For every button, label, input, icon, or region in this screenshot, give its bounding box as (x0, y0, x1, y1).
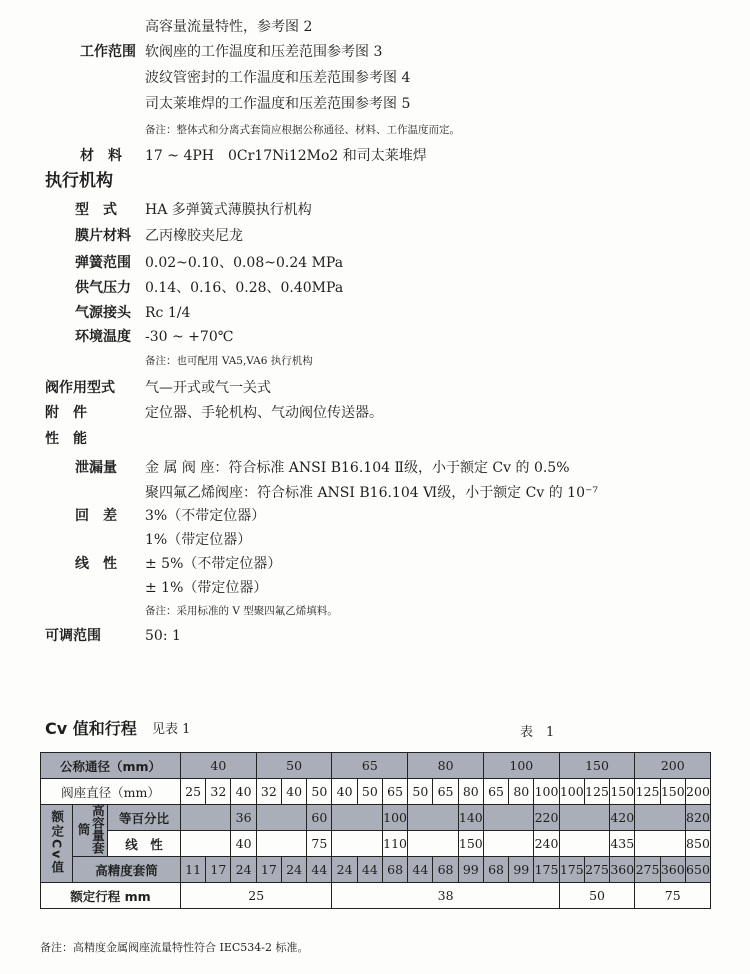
pct-value-cell: 220 (534, 805, 559, 831)
high-precision-cell: 17 (206, 857, 231, 883)
linear-empty-cell (408, 831, 458, 857)
pct-empty-cell (256, 805, 306, 831)
linear-empty-cell (332, 831, 382, 857)
seat-diameter-cell: 150 (660, 779, 685, 805)
linearity-label: 线 性 (75, 556, 117, 572)
linear-value-cell: 75 (307, 831, 332, 857)
linear-value-cell: 240 (534, 831, 559, 857)
high-precision-cell: 360 (610, 857, 635, 883)
linear-empty-cell (559, 831, 609, 857)
stroke-value-cell: 75 (635, 883, 711, 909)
high-precision-cell: 24 (231, 857, 256, 883)
pct-empty-cell (408, 805, 458, 831)
supply-pressure-label: 供气压力 (75, 280, 131, 296)
work-range-line-1: 软阀座的工作温度和压差范围参考图 3 (145, 44, 383, 60)
seat-diameter-row (41, 779, 711, 805)
nominal-diameter-label: 公称通径（mm） (41, 753, 181, 779)
seat-diameter-cell: 65 (433, 779, 458, 805)
high-capacity-label-text: 高容量套筒 (76, 804, 106, 854)
high-precision-cell: 99 (509, 857, 534, 883)
linear-value-cell: 40 (231, 831, 256, 857)
linearity-no-positioner: ± 5%（不带定位器） (145, 556, 282, 572)
table-caption: 表 1 (520, 725, 555, 740)
cv-stroke-table (40, 752, 711, 909)
see-table-ref: 见表 1 (152, 722, 191, 737)
high-precision-cell: 44 (307, 857, 332, 883)
high-precision-cell: 68 (433, 857, 458, 883)
ambient-temp-value: -30 ~ +70℃ (145, 329, 234, 345)
actuator-heading: 执行机构 (45, 171, 113, 191)
seat-diameter-cell: 100 (534, 779, 559, 805)
high-precision-cell: 44 (408, 857, 433, 883)
spring-range-value: 0.02~0.10、0.08~0.24 MPa (145, 255, 344, 271)
equal-percentage-row (41, 805, 711, 831)
seat-diameter-cell: 50 (408, 779, 433, 805)
actuator-note: 备注：也可配用 VA5,VA6 执行机构 (145, 355, 313, 367)
pct-empty-cell (483, 805, 533, 831)
rangeability-label: 可调范围 (45, 628, 101, 644)
high-precision-label: 高精度套筒 (73, 857, 181, 883)
leakage-ptfe-seat: 聚四氟乙烯阀座：符合标准 ANSI B16.104 Ⅵ级，小于额定 Cv 的 10⁻⁷ (145, 485, 598, 501)
work-range-line-2: 波纹管密封的工作温度和压差范围参考图 4 (145, 70, 411, 86)
rated-stroke-row (41, 883, 711, 909)
high-precision-cell: 99 (458, 857, 483, 883)
linear-value-cell: 850 (685, 831, 710, 857)
actuator-type-label: 型 式 (75, 202, 117, 218)
high-precision-cell: 44 (357, 857, 382, 883)
high-precision-row (41, 857, 711, 883)
rangeability-value: 50: 1 (145, 628, 181, 644)
pct-value-cell: 820 (685, 805, 710, 831)
pct-value-cell: 60 (307, 805, 332, 831)
high-precision-cell: 360 (660, 857, 685, 883)
seat-diameter-cell: 200 (685, 779, 710, 805)
high-precision-cell: 175 (559, 857, 584, 883)
linearity-with-positioner: ± 1%（带定位器） (145, 580, 268, 596)
flow-characteristic-line: 高容量流量特性，参考图 2 (145, 19, 313, 35)
hysteresis-no-positioner: 3%（不带定位器） (145, 508, 266, 524)
nominal-diameter-cell: 150 (559, 753, 635, 779)
seat-diameter-cell: 25 (181, 779, 206, 805)
high-precision-cell: 275 (584, 857, 609, 883)
rated-cv-label (41, 805, 73, 883)
seat-diameter-cell: 125 (635, 779, 660, 805)
leakage-label: 泄漏量 (75, 460, 117, 476)
accessories-label: 附 件 (45, 405, 87, 421)
leakage-metal-seat: 金 属 阀 座：符合标准 ANSI B16.104 Ⅱ级，小于额定 Cv 的 0.5% (145, 460, 570, 476)
rated-cv-label-text: 额定Cv值 (49, 809, 65, 875)
nominal-diameter-cell: 50 (256, 753, 332, 779)
rated-stroke-label: 额定行程 mm (41, 883, 181, 909)
high-precision-cell: 11 (181, 857, 206, 883)
seat-diameter-cell: 32 (256, 779, 281, 805)
linear-label: 线 性 (108, 831, 181, 857)
seat-diameter-cell: 40 (281, 779, 306, 805)
seat-diameter-label: 阀座直径（mm） (41, 779, 181, 805)
seat-diameter-cell: 40 (332, 779, 357, 805)
seat-diameter-cell: 50 (357, 779, 382, 805)
high-precision-cell: 24 (332, 857, 357, 883)
seat-diameter-cell: 32 (206, 779, 231, 805)
work-range-label: 工作范围 (80, 44, 136, 60)
pct-value-cell: 100 (382, 805, 407, 831)
pct-value-cell: 140 (458, 805, 483, 831)
linear-value-cell: 150 (458, 831, 483, 857)
air-connection-value: Rc 1/4 (145, 305, 191, 321)
nominal-diameter-cell: 100 (483, 753, 559, 779)
cv-heading: Cv 值和行程 (45, 719, 137, 738)
pct-empty-cell (332, 805, 382, 831)
stroke-value-cell: 38 (332, 883, 559, 909)
seat-diameter-cell: 150 (610, 779, 635, 805)
action-value: 气—开式或气一关式 (145, 380, 271, 396)
packing-note: 备注：采用标准的 V 型聚四氟乙烯填料。 (145, 605, 338, 617)
high-precision-cell: 68 (382, 857, 407, 883)
high-precision-cell: 275 (635, 857, 660, 883)
seat-diameter-cell: 40 (231, 779, 256, 805)
sleeve-note: 备注：整体式和分离式套筒应根据公称通径、材料、工作温度而定。 (145, 124, 460, 136)
linear-empty-cell (635, 831, 685, 857)
high-precision-cell: 650 (685, 857, 710, 883)
linear-empty-cell (181, 831, 231, 857)
pct-value-cell: 36 (231, 805, 256, 831)
actuator-type-value: HA 多弹簧式薄膜执行机构 (145, 202, 312, 218)
hysteresis-with-positioner: 1%（带定位器） (145, 532, 252, 548)
nominal-diameter-cell: 40 (181, 753, 257, 779)
seat-diameter-cell: 80 (509, 779, 534, 805)
air-connection-label: 气源接头 (75, 305, 131, 321)
table-footnote: 备注：高精度金属阀座流量特性符合 IEC534-2 标准。 (40, 941, 309, 954)
high-precision-cell: 68 (483, 857, 508, 883)
seat-diameter-cell: 125 (584, 779, 609, 805)
performance-label: 性 能 (45, 431, 87, 447)
work-range-line-3: 司太莱堆焊的工作温度和压差范围参考图 5 (145, 96, 411, 112)
nominal-diameter-cell: 65 (332, 753, 408, 779)
high-capacity-label (73, 805, 108, 857)
pct-value-cell: 420 (610, 805, 635, 831)
action-label: 阀作用型式 (45, 380, 115, 396)
seat-diameter-cell: 100 (559, 779, 584, 805)
nominal-diameter-cell: 80 (408, 753, 484, 779)
seat-diameter-cell: 50 (307, 779, 332, 805)
material-label: 材 料 (80, 148, 122, 164)
nominal-diameter-cell: 200 (635, 753, 711, 779)
stroke-value-cell: 50 (559, 883, 635, 909)
seat-diameter-cell: 65 (483, 779, 508, 805)
linear-empty-cell (256, 831, 306, 857)
seat-diameter-cell: 80 (458, 779, 483, 805)
high-precision-cell: 175 (534, 857, 559, 883)
linear-empty-cell (483, 831, 533, 857)
material-value: 17 ~ 4PH 0Cr17Ni12Mo2 和司太莱堆焊 (145, 148, 427, 164)
high-precision-cell: 24 (281, 857, 306, 883)
linear-row (41, 831, 711, 857)
pct-empty-cell (559, 805, 609, 831)
linear-value-cell: 435 (610, 831, 635, 857)
ambient-temp-label: 环境温度 (75, 329, 131, 345)
hysteresis-label: 回 差 (75, 508, 117, 524)
nominal-diameter-row (41, 753, 711, 779)
equal-percentage-label: 等百分比 (108, 805, 181, 831)
supply-pressure-value: 0.14、0.16、0.28、0.40MPa (145, 280, 344, 296)
diaphragm-label: 膜片材料 (75, 228, 131, 244)
seat-diameter-cell: 65 (382, 779, 407, 805)
linear-value-cell: 110 (382, 831, 407, 857)
pct-empty-cell (181, 805, 231, 831)
accessories-value: 定位器、手轮机构、气动阀位传送器。 (145, 405, 383, 421)
stroke-value-cell: 25 (181, 883, 332, 909)
diaphragm-value: 乙丙橡胶夹尼龙 (145, 228, 243, 244)
high-precision-cell: 17 (256, 857, 281, 883)
spring-range-label: 弹簧范围 (75, 255, 131, 271)
pct-empty-cell (635, 805, 685, 831)
